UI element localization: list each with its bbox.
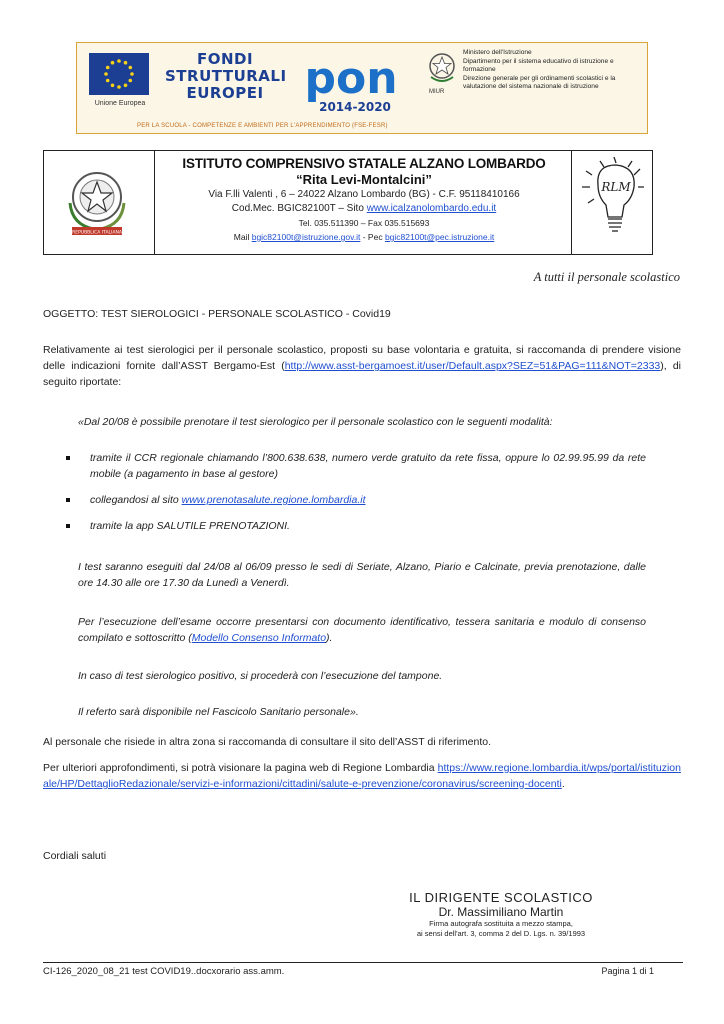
school-mail: [156, 230, 572, 244]
more-info-paragraph: [43, 760, 681, 792]
consent-form-link[interactable]: Modello Consenso Informato: [191, 632, 327, 644]
subject-line: OGGETTO: TEST SIEROLOGICI - PERSONALE SCOLASTICO - Covid19: [43, 308, 391, 320]
school-info: [156, 155, 572, 244]
fondi-strutturali-logo: [165, 51, 285, 102]
fondi-line: FONDI: [196, 50, 254, 68]
ministry-line: Dipartimento per il sistema educativo di istruzione e: [463, 57, 614, 65]
quote-intro: «Dal 20/08 è possibile prenotare il test sierologico per il personale scolastico con le seguenti modalità:: [78, 416, 553, 428]
pon-text: pon: [304, 53, 398, 104]
ministry-line: Direzione generale per gli ordinamenti scolastici e la: [463, 74, 616, 82]
docs-text-end: ).: [326, 632, 333, 644]
school-name: ISTITUTO COMPRENSIVO STATALE ALZANO LOMBARDO: [182, 156, 546, 171]
miur-label: MIUR: [429, 89, 445, 95]
ministry-line: formazione: [463, 66, 496, 73]
banner-strip: PER LA SCUOLA - COMPETENZE E AMBIENTI PER L'APPRENDIMENTO (FSE-FESR): [137, 123, 388, 129]
school-phone: Tel. 035.511390 – Fax 035.515693: [298, 218, 430, 228]
signature-note: Firma autografa sostituita a mezzo stampa,: [429, 919, 573, 928]
pec-link[interactable]: bgic82100t@pec.istruzione.it: [384, 232, 495, 242]
mail-prefix: Mail: [233, 232, 252, 242]
intro-text: Relativamente ai test sierologici per il personale scolastico, proposti su base volontaria e gratuita, si raccomanda di prendere visione delle indicazioni fornite dall’ASST Bergamo-Est (: [43, 344, 681, 372]
bulb-monogram: RLM: [601, 180, 631, 194]
mail-link[interactable]: bgic82100t@istruzione.gov.it: [251, 232, 361, 242]
recipient-line: A tutti il personale scolastico: [533, 270, 680, 284]
booking-methods-list: [64, 450, 646, 534]
fondi-line: EUROPEI: [186, 84, 264, 102]
header-logo-cell: [571, 151, 652, 254]
list-item: tramite il CCR regionale chiamando l’800.638.638, numero verde gratuito da rete fissa, oppure lo 02.99.95.99 da rete mobile (a pagamento in base al gestore): [64, 450, 646, 482]
intro-text-end: ), di seguito riportate:: [43, 360, 681, 388]
pon-banner: [76, 42, 648, 134]
pon-logo: [295, 49, 407, 115]
closing-line: Cordiali saluti: [43, 850, 107, 862]
school-address: Via F.lli Valenti , 6 – 24022 Alzano Lombardo (BG) - C.F. 95118410166: [208, 189, 520, 200]
crest-ribbon-text: REPUBBLICA ITALIANA: [72, 230, 122, 236]
other-zone-paragraph: Al personale che risiede in altra zona si raccomanda di consultare il sito dell’ASST di riferimento.: [43, 736, 492, 748]
signature-block: [386, 890, 616, 939]
asst-link[interactable]: http://www.asst-bergamoest.it/user/Default.aspx?SEZ=51&PAG=111&NOT=2333: [284, 360, 661, 372]
school-site-link[interactable]: www.icalzanolombardo.edu.it: [366, 203, 497, 214]
footer-page-number: Pagina 1 di 1: [601, 966, 654, 976]
pec-prefix: - Pec: [360, 232, 385, 242]
dates-paragraph: I test saranno eseguiti dal 24/08 al 06/09 presso le sedi di Seriate, Alzano, Piario e Calcinate, previa prenotazione, dalle ore 14.30 alle ore 17.30 da Lunedì a Venerdì.: [78, 561, 646, 589]
positive-paragraph: In caso di test sierologico positivo, si procederà con l’esecuzione del tampone.: [78, 670, 443, 682]
docs-text: Per l’esecuzione dell’esame occorre presentarsi con documento identificativo, tessera sanitaria e modulo di consenso compilato e sottoscritto (: [78, 616, 646, 644]
intro-paragraph: [43, 342, 681, 390]
codmec-prefix: Cod.Mec. BGIC82100T – Sito: [231, 203, 367, 214]
more-info-text: Per ulteriori approfondimenti, si potrà visionare la pagina web di Regione Lombardia: [43, 762, 438, 774]
list-item: [64, 492, 646, 508]
eu-flag-icon: [89, 53, 149, 95]
signature-title: IL DIRIGENTE SCOLASTICO: [409, 890, 593, 905]
list-item: tramite la app SALUTILE PRENOTAZIONI.: [64, 518, 646, 534]
pon-years: 2014-2020: [319, 100, 391, 114]
school-subtitle: “Rita Levi-Montalcini”: [296, 172, 432, 187]
docs-paragraph: [78, 614, 646, 646]
school-header: [43, 150, 653, 255]
ministry-text: [463, 49, 645, 92]
ministry-line: Ministero dell'Istruzione: [463, 49, 532, 56]
ministry-emblem-icon: [427, 51, 457, 85]
footer-filename: CI-126_2020_08_21 test COVID19..docxorario ass.amm.: [43, 966, 285, 977]
more-info-end: .: [561, 778, 565, 790]
regione-lombardia-link[interactable]: https://www.regione.lombardia.it/wps/portal/istituzionale/HP/DettaglioRedazionale/servizi-e-informazioni/cittadini/salute-e-prevenzione/coronavirus/screening-docenti: [43, 762, 681, 790]
fondi-line: STRUTTURALI: [165, 67, 287, 85]
eu-label: Unione Europea: [94, 100, 146, 107]
bullet-2-prefix: collegandosi al sito: [90, 494, 182, 506]
referto-paragraph: Il referto sarà disponibile nel Fascicolo Sanitario personale».: [78, 706, 359, 718]
school-codmec: [156, 202, 572, 216]
header-crest-cell: [44, 151, 155, 254]
lightbulb-logo-icon: [578, 157, 646, 247]
signature-name: Dr. Massimiliano Martin: [438, 905, 564, 919]
footer-divider: [43, 962, 683, 963]
signature-note: ai sensi dell'art. 3, comma 2 del D. Lgs. n. 39/1993: [416, 929, 586, 938]
ministry-line: valutazione del sistema nazionale di istruzione: [463, 83, 599, 90]
italian-republic-emblem-icon: [58, 163, 136, 241]
prenotasalute-link[interactable]: www.prenotasalute.regione.lombardia.it: [181, 494, 366, 506]
